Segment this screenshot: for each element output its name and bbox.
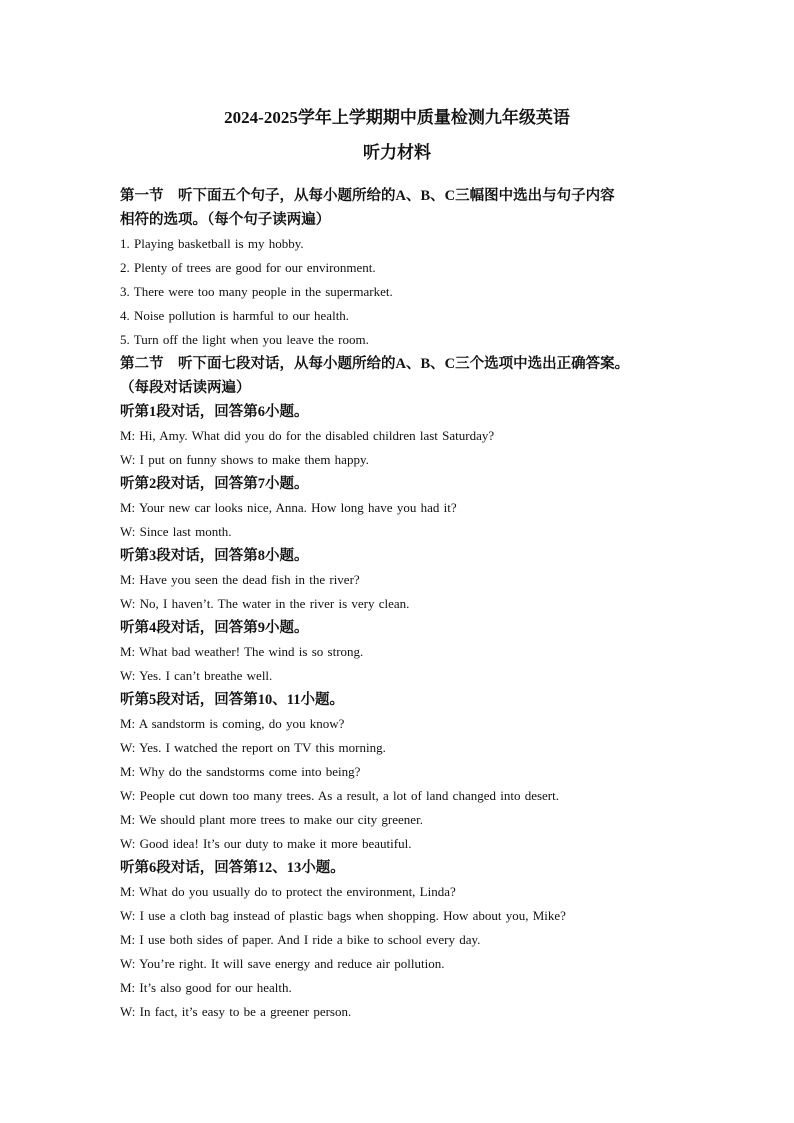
dialogue-line: W: Since last month.	[120, 524, 232, 539]
dialogue-line: W: You’re right. It will save energy and reduce air pollution.	[120, 956, 445, 971]
dialogue-heading: 听第4段对话，回答第9小题。	[120, 620, 309, 636]
dialogue-heading: 听第6段对话，回答第12、13小题。	[120, 860, 345, 876]
dialogue-line: W: Yes. I watched the report on TV this morning.	[120, 740, 386, 755]
dialogue-line: W: In fact, it’s easy to be a greener person.	[120, 1004, 352, 1019]
dialogue-line: W: Yes. I can’t breathe well.	[120, 668, 273, 683]
dialogue-line: W: No, I haven’t. The water in the river is very clean.	[120, 596, 410, 611]
sentence-line: 2. Plenty of trees are good for our environment.	[120, 260, 376, 275]
dialogue-line: W: I use a cloth bag instead of plastic bags when shopping. How about you, Mike?	[120, 908, 566, 923]
dialogue-heading: 听第1段对话，回答第6小题。	[120, 404, 309, 420]
dialogue-line: M: We should plant more trees to make our city greener.	[120, 812, 423, 827]
section-heading: 第二节 听下面七段对话，从每小题所给的A、B、C三个选项中选出正确答案。	[120, 356, 630, 372]
dialogue-line: M: What do you usually do to protect the environment, Linda?	[120, 884, 456, 899]
section-heading: 相符的选项。（每个句子读两遍）	[120, 212, 331, 228]
dialogue-line: W: Good idea! It’s our duty to make it more beautiful.	[120, 836, 412, 851]
dialogue-heading: 听第5段对话，回答第10、11小题。	[120, 692, 344, 708]
dialogue-line: M: A sandstorm is coming, do you know?	[120, 716, 345, 731]
dialogue-line: M: I use both sides of paper. And I ride a bike to school every day.	[120, 932, 481, 947]
dialogue-line: M: It’s also good for our health.	[120, 980, 292, 995]
sentence-line: 1. Playing basketball is my hobby.	[120, 236, 304, 251]
dialogue-line: W: People cut down too many trees. As a result, a lot of land changed into desert.	[120, 788, 559, 803]
document-body	[120, 184, 690, 1024]
dialogue-line: M: Why do the sandstorms come into being?	[120, 764, 361, 779]
dialogue-line: W: I put on funny shows to make them happy.	[120, 452, 369, 467]
dialogue-heading: 听第3段对话，回答第8小题。	[120, 548, 309, 564]
document-subtitle: 听力材料	[363, 143, 431, 162]
dialogue-line: M: Have you seen the dead fish in the river?	[120, 572, 360, 587]
sentence-line: 5. Turn off the light when you leave the room.	[120, 332, 369, 347]
dialogue-line: M: What bad weather! The wind is so strong.	[120, 644, 364, 659]
document-title: 2024-2025学年上学期期中质量检测九年级英语	[224, 108, 570, 127]
dialogue-heading: 听第2段对话，回答第7小题。	[120, 476, 309, 492]
dialogue-line: M: Hi, Amy. What did you do for the disabled children last Saturday?	[120, 428, 495, 443]
section-heading: 第一节 听下面五个句子，从每小题所给的A、B、C三幅图中选出与句子内容	[120, 188, 615, 204]
dialogue-line: M: Your new car looks nice, Anna. How long have you had it?	[120, 500, 457, 515]
sentence-line: 3. There were too many people in the supermarket.	[120, 284, 393, 299]
sentence-line: 4. Noise pollution is harmful to our health.	[120, 308, 350, 323]
section-heading: （每段对话读两遍）	[120, 380, 251, 396]
